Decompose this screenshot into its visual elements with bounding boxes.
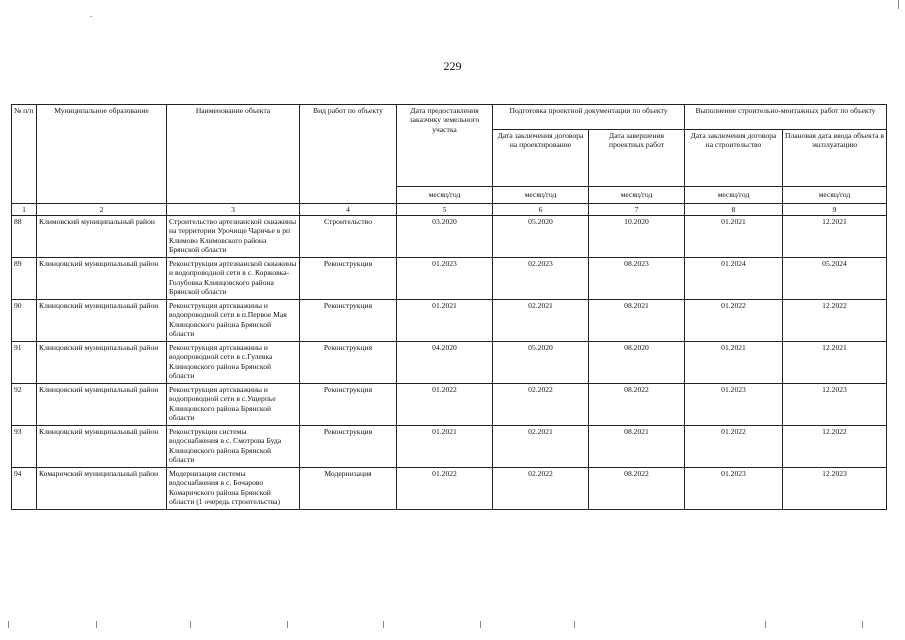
row-design-contract: 02.2023 [493,258,589,300]
header-construction-contract: Дата заключения договора на строительство [685,130,783,187]
scan-mark [383,621,384,628]
row-object: Модернизация системы водоснабжения в с. Бочарово Комаричского района Брянской области (1 очередь строительства) [167,468,300,510]
unit-label: месяц/год [685,187,783,204]
column-number: 3 [167,204,300,216]
column-number: 5 [397,204,493,216]
row-land-date: 01.2022 [397,384,493,426]
row-commissioning: 12.2022 [783,426,887,468]
header-construction-group: Выполнение строительно-монтажных работ по объекту [685,105,887,130]
row-num: 91 [12,342,37,384]
row-land-date: 01.2023 [397,258,493,300]
column-number-row [12,204,887,216]
row-design-contract: 05.2020 [493,216,589,258]
row-land-date: 01.2022 [397,468,493,510]
row-build-contract: 01.2024 [685,258,783,300]
row-design-end: 10.2020 [589,216,685,258]
scan-mark [287,621,288,628]
row-municipality: Климовский муниципальный район [37,216,167,258]
scan-mark [765,621,766,628]
row-commissioning: 12.2021 [783,342,887,384]
column-number: 1 [12,204,37,216]
column-number: 6 [493,204,589,216]
row-num: 90 [12,300,37,342]
header-num: № п/п [12,105,37,204]
row-design-end: 08.2021 [589,300,685,342]
header-design-end: Дата завершения проектных работ [589,130,685,187]
row-work-type: Строительство [300,216,397,258]
scan-edge-mark [898,0,899,9]
row-work-type: Реконструкция [300,258,397,300]
row-municipality: Клинцовский муниципальный район [37,300,167,342]
unit-label: месяц/год [397,187,493,204]
row-num: 88 [12,216,37,258]
row-object: Реконструкция артезианской скважины и водопроводной сети в с. Коржовка-Голубовка Клинцовского района Брянской области [167,258,300,300]
row-build-contract: 01.2023 [685,468,783,510]
header-municipality: Муниципальное образование [37,105,167,204]
unit-label: месяц/год [493,187,589,204]
scan-mark [190,621,191,628]
table-row [12,468,887,510]
row-object: Строительство артезианской скважины на территории Урочище Чарячье в рп Климово Климовского района Брянской области [167,216,300,258]
unit-label: месяц/год [589,187,685,204]
row-design-end: 08.2021 [589,426,685,468]
row-design-end: 08.2022 [589,384,685,426]
scan-mark [96,621,97,628]
row-work-type: Реконструкция [300,342,397,384]
row-num: 93 [12,426,37,468]
row-build-contract: 01.2023 [685,384,783,426]
row-commissioning: 12.2023 [783,384,887,426]
unit-label: месяц/год [783,187,887,204]
scan-mark [8,621,9,628]
column-number: 4 [300,204,397,216]
row-municipality: Клинцовский муниципальный район [37,384,167,426]
header-design-group: Подготовка проектной документации по объекту [493,105,685,130]
row-land-date: 01.2021 [397,426,493,468]
row-commissioning: 12.2021 [783,216,887,258]
column-number: 8 [685,204,783,216]
scan-mark [480,621,481,628]
row-build-contract: 01.2022 [685,300,783,342]
table-row [12,426,887,468]
scan-mark [862,621,863,628]
row-work-type: Реконструкция [300,300,397,342]
row-design-end: 08.2022 [589,468,685,510]
row-object: Реконструкция артскважины и водопроводной сети в п.Первое Мая Клинцовского района Брянской области [167,300,300,342]
row-commissioning: 12.2022 [783,300,887,342]
table-row [12,258,887,300]
scan-edge-marks [0,621,905,631]
row-design-end: 08.2020 [589,342,685,384]
table-row [12,300,887,342]
row-municipality: Клинцовский муниципальный район [37,258,167,300]
scan-dust-mark [90,16,92,17]
column-number: 2 [37,204,167,216]
row-work-type: Реконструкция [300,426,397,468]
column-number: 7 [589,204,685,216]
row-work-type: Реконструкция [300,384,397,426]
row-design-end: 08.2023 [589,258,685,300]
row-design-contract: 02.2022 [493,468,589,510]
row-design-contract: 02.2021 [493,426,589,468]
header-design-contract: Дата заключения договора на проектирование [493,130,589,187]
table-row [12,384,887,426]
table-row [12,342,887,384]
column-number: 9 [783,204,887,216]
table-row [12,216,887,258]
row-build-contract: 01.2021 [685,216,783,258]
row-num: 92 [12,384,37,426]
row-land-date: 03.2020 [397,216,493,258]
row-object: Реконструкция системы водоснабжения в с. Смотрова Буда Клинцовского района Брянской области [167,426,300,468]
scan-mark [574,621,575,628]
row-work-type: Модернизация [300,468,397,510]
construction-schedule-table [11,104,887,510]
header-work-type: Вид работ по объекту [300,105,397,204]
header-object-name: Наименование объекта [167,105,300,204]
row-commissioning: 12.2023 [783,468,887,510]
row-commissioning: 05.2024 [783,258,887,300]
row-municipality: Клинцовский муниципальный район [37,342,167,384]
row-design-contract: 02.2022 [493,384,589,426]
row-design-contract: 02.2021 [493,300,589,342]
header-land-date: Дата предоставления заказчику земельного участка [397,105,493,187]
header-commissioning: Плановая дата ввода объекта в эксплуатацию [783,130,887,187]
row-build-contract: 01.2022 [685,426,783,468]
row-num: 89 [12,258,37,300]
row-land-date: 01.2021 [397,300,493,342]
row-land-date: 04.2020 [397,342,493,384]
row-municipality: Клинцовский муниципальный район [37,426,167,468]
row-municipality: Комаричский муниципальный район [37,468,167,510]
row-build-contract: 01.2021 [685,342,783,384]
row-object: Реконструкция артскважины и водопроводной сети в с.Гулевка Клинцовского района Брянской области [167,342,300,384]
row-design-contract: 05.2020 [493,342,589,384]
row-object: Реконструкция артскважины и водопроводной сети в с.Ущерпье Клинцовского района Брянской области [167,384,300,426]
row-num: 94 [12,468,37,510]
page-number: 229 [443,59,462,73]
